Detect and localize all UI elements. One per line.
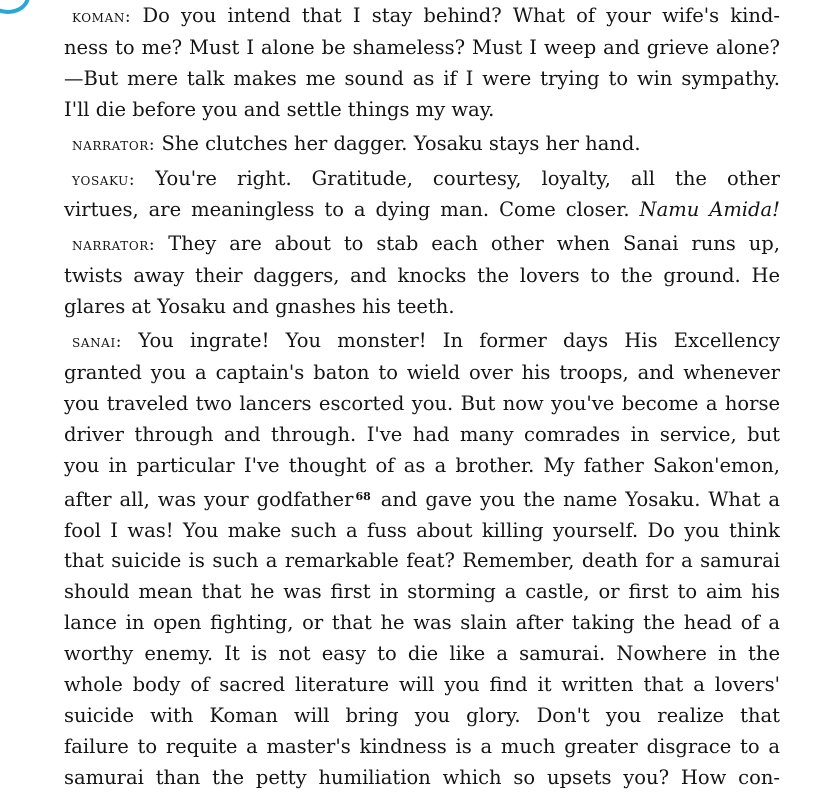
text-line: suicide with Koman will bring you glory. Don't you realize that (64, 703, 780, 727)
text-line: lance in open fighting, or that he was slain after taking the head of a (64, 611, 780, 635)
document-page (64, 0, 780, 794)
corner-circle-mark (0, 0, 30, 14)
text-line: driver through and through. I've had many comrades in service, but (64, 422, 780, 446)
text-line: fool I was! You make such a fuss about killing yourself. Do you think (64, 518, 780, 542)
text-line: —But mere talk makes me sound as if I were trying to win sympathy. (64, 66, 780, 90)
text-line: I'll die before you and settle things my way. (64, 97, 495, 121)
speaker-label: narrator: (72, 235, 156, 256)
text-line: after all, was your godfather $^{68}$ and gave you the name Yosaku. What a (64, 487, 781, 511)
dialogue-sanai (64, 323, 780, 794)
text-line: koman: Do you intend that I stay behind? What of your wife's kind- (72, 4, 780, 27)
speaker-label: narrator: (72, 134, 156, 155)
text-line: failure to requite a master's kindness is a much greater disgrace to a (64, 734, 780, 758)
dialogue-koman (64, 0, 780, 126)
text-line: twists away their daggers, and knocks the lovers to the ground. He (64, 264, 780, 288)
text-line: yosaku: You're right. Gratitude, courtesy, loyalty, all the other (72, 166, 780, 190)
text-line: ness to me? Must I alone be shameless? Must I weep and grieve alone? (64, 35, 780, 59)
narration-2 (64, 226, 780, 323)
text-line: narrator: She clutches her dagger. Yosaku stays her hand. (72, 131, 641, 155)
invocation-text: Namu Amida! (639, 198, 780, 222)
text-line: should mean that he was first in storming a castle, or first to aim his (64, 580, 780, 604)
narration-1 (64, 126, 780, 161)
dialogue-yosaku (64, 161, 780, 227)
text-line: you in particular I've thought of as a brother. My father Sakon'emon, (64, 453, 780, 477)
text-line: worthy enemy. It is not easy to die like a samurai. Nowhere in the (64, 642, 780, 666)
text-line: you traveled two lancers escorted you. But now you've become a horse (64, 391, 780, 415)
speaker-label: yosaku: (72, 169, 136, 190)
text-line: virtues, are meaningless to a dying man. Come closer. Namu Amida! (64, 198, 780, 222)
text-line: glares at Yosaku and gnashes his teeth. (64, 295, 455, 319)
text-line: granted you a captain's baton to wield over his troops, and whenever (64, 360, 780, 384)
text-line: whole body of sacred literature will you find it written that a lovers' (64, 673, 780, 697)
speaker-label: sanai: (72, 332, 123, 353)
footnote-ref[interactable]: 68 (355, 489, 371, 503)
text-line: sanai: You ingrate! You monster! In former days His Excellency (72, 329, 780, 353)
text-line: narrator: They are about to stab each other when Sanai runs up, (72, 232, 780, 256)
speaker-label: koman: (72, 7, 132, 27)
text-line: samurai than the petty humiliation which so upsets you? How con- (64, 765, 780, 789)
text-line: that suicide is such a remarkable feat? Remember, death for a samurai (64, 549, 780, 573)
